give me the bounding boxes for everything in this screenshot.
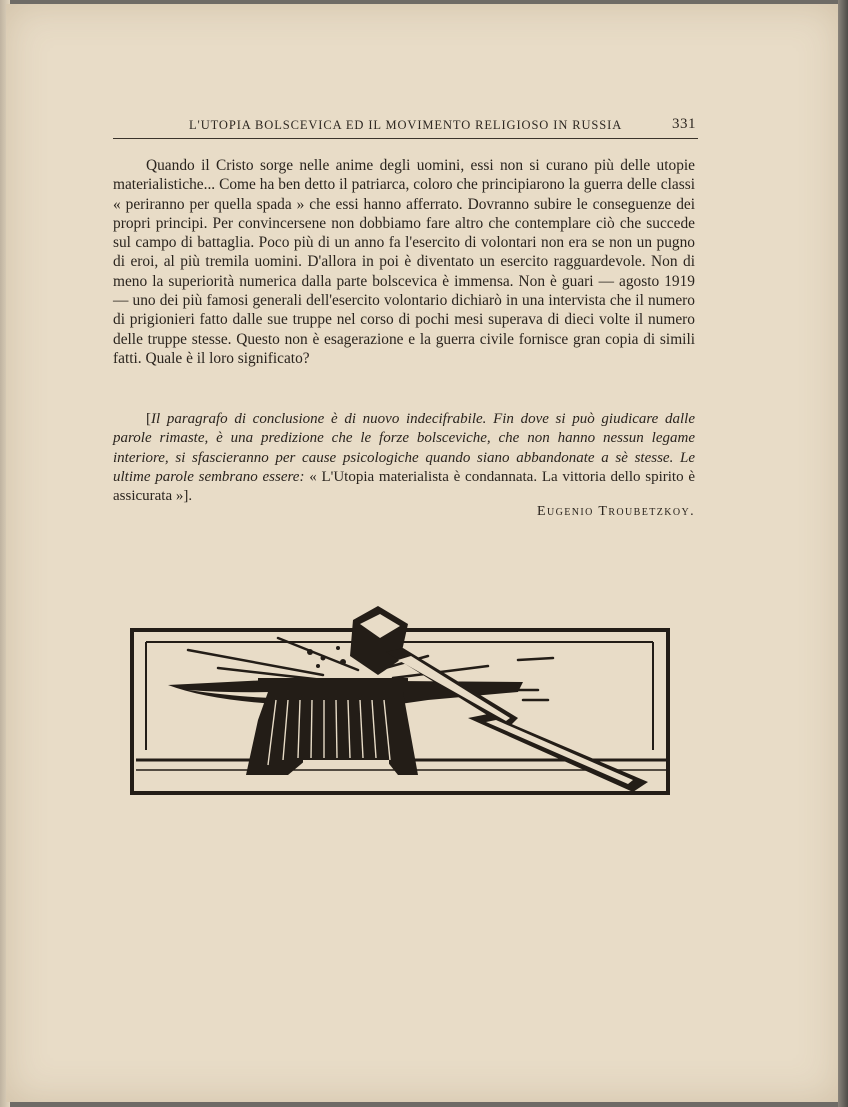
note-italic-text: Il paragrafo di conclusione è di nuovo indecifrabile. Fin dove si può giudicare dalle parole rimaste, è una predizione che le forze bolsceviche, che non hanno nessun legame interiore, si sfascieranno per cause psicologiche quando siano abbandonate a sè stesse. Le ultime parole sembrano essere:	[113, 411, 695, 485]
anvil-woodcut-illustration	[128, 600, 673, 800]
tongs	[468, 714, 648, 792]
page-edge-right	[838, 0, 848, 1107]
note-quote-text: « L'Utopia materialista è condannata. La vittoria dello spirito è assicurata »].	[113, 468, 695, 505]
running-head-title: L'UTOPIA BOLSCEVICA ED IL MOVIMENTO RELIGIOSO IN RUSSIA	[189, 118, 623, 132]
author-signature: Eugenio Troubetzkoy.	[537, 504, 695, 519]
body-paragraph: Quando il Cristo sorge nelle anime degli uomini, essi non si curano più delle utopie materialistiche... Come ha ben detto il patriarca, coloro che principiarono la guerra delle classi « periranno per quella spada » che essi hanno afferrato. Dovranno subire le conseguenze dei propri principi. Per convincersene non dobbiamo fare altro che contemplare ciò che succede sul campo di battaglia. Poco più di un anno fa l'esercito di volontari non era se non un pugno di eroi, al più tremila uomini. D'allora in poi è diventato un esercito ragguardevole. Non di meno la superiorità numerica dalla parte bolscevica è immensa. Non è guari — agosto 1919 — uno dei più famosi generali dell'esercito volontario dichiarò in una intervista che il numero di prigionieri fatto dalle sue truppe nel corso di pochi mesi superava di dieci volte il numero delle truppe stesse. Questo non è esagerazione e la guerra civile fornisce gran copia di simili fatti. Quale è il loro significato?	[113, 157, 695, 367]
page-number: 331	[672, 116, 696, 132]
note-open-bracket: [	[146, 411, 151, 427]
running-head	[113, 114, 698, 139]
editorial-note	[113, 410, 695, 506]
